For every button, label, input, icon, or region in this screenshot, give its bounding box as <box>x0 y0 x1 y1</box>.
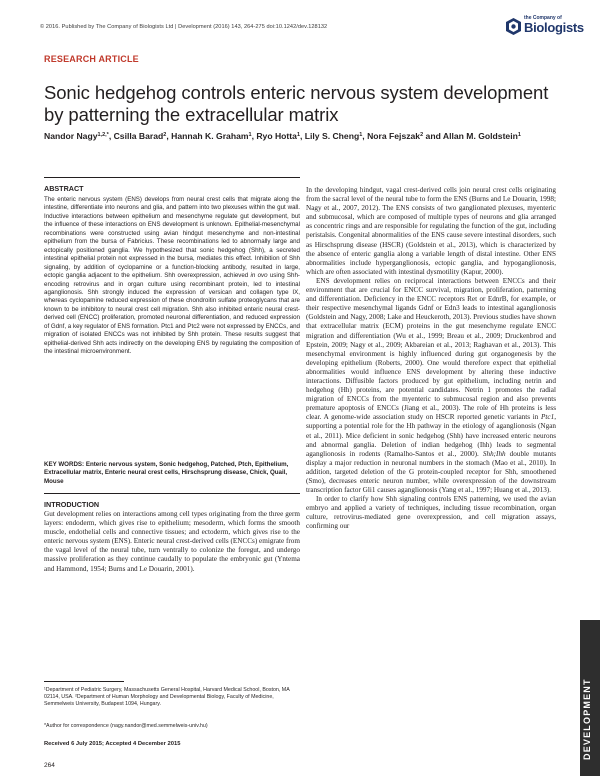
author-affil-sup: 1 <box>517 132 521 138</box>
author-affil-sup: 1 <box>248 132 252 138</box>
section-divider <box>44 493 300 494</box>
introduction-body: Gut development relies on interactions among cell types originating from the three germ layers: endoderm, which gives rise to epithelium; mesoderm, which forms the smooth muscle, endothelial cells and connective tissues; and ectoderm, which gives rise to the enteric nervous system (ENS). Enteric neural crest-derived cells (ENCCs) emigrate from the vagal level of the neural tube, turn ventrally to colonize the foregut, and undergo massive proliferation as they continue caudally to populate the embryonic gut (Yntema and Hammond, 1954; Burns and Le Douarin, 2001). <box>44 510 300 573</box>
affiliations-footnote: ¹Department of Pediatric Surgery, Massachusetts General Hospital, Harvard Medical School, Boston, MA 02114, USA. ²Department of Human Morphology and Developmental Biology, Faculty of Medicine, Semmelweis University, Budapest 1094, Hungary. <box>44 687 290 707</box>
article-type-label: RESEARCH ARTICLE <box>44 54 139 64</box>
author-affil-sup: 2 <box>420 132 424 138</box>
abstract-body <box>44 196 300 357</box>
journal-sidebar-label: DEVELOPMENT <box>582 678 592 760</box>
author-name: Ryo Hotta <box>256 131 297 141</box>
author-name: Nandor Nagy <box>44 131 98 141</box>
author-affil-sup: 1 <box>296 132 300 138</box>
paragraph: In order to clarify how Shh signaling controls ENS patterning, we used the avian embryo and applied a variety of techniques, including tissue recombination, organ culture, retrovirus-mediated gene overexpression, and cell migration assays, confirming our <box>306 495 556 531</box>
article-title: Sonic hedgehog controls enteric nervous system development by patterning the extracellular matrix <box>44 82 549 125</box>
author-name: Allan M. Goldstein <box>442 131 518 141</box>
author-name: Nora Fejszak <box>367 131 421 141</box>
paragraph: In the developing hindgut, vagal crest-derived cells join neural crest cells originating from the sacral level of the neural tube to form the ENS (Burns and Le Douarin, 1998; Nagy et al., 2007, 2012). The ENS consists of two ganglionated plexuses, myenteric and submucosal, which are composed of multiple types of neurons and glia arranged as concentric rings and are responsible for regulating the function of the gut, including peristalsis. Congenital abnormalities of the ENS cause severe intestinal disorders, such as Hirschsprung disease (HSCR) (Goldstein et al., 2013), which is characterized by the absence of enteric ganglia along a variable length of distal intestine. Other ENS abnormalities include hyperganglionosis, ectopic ganglia, and hypoganglionosis, which are often associated with intestinal dysmotility (Kapur, 2000). <box>306 186 556 276</box>
logo-small-text: the Company of <box>524 15 562 21</box>
journal-citation-line: © 2016. Published by The Company of Biologists Ltd | Development (2016) 143, 264-275 doi:10.1242/dev.128132 <box>40 24 328 30</box>
paragraph <box>306 277 556 495</box>
paragraph-text: double mutants display a major reduction in neuronal numbers in the stomach (Mao et al., 2010). In addition, targeted deletion of the G protein-coupled receptor for Shh, smoothened (Smo), decreases enteric neuron number, while overexpression of the downstream transcription factor Gli1 causes aganglionosis (Yang et al., 1997; Huang et al., 2013). <box>306 449 557 495</box>
author-name: Csilla Barad <box>113 131 164 141</box>
author-affil-sup: 1 <box>359 132 363 138</box>
correspondence-footnote: *Author for correspondence (nagy.nandor@med.semmelweis-univ.hu) <box>44 723 208 729</box>
section-divider <box>44 177 300 178</box>
author-affil-sup: 2 <box>163 132 167 138</box>
publisher-logo <box>506 15 582 39</box>
author-name: Hannah K. Graham <box>171 131 249 141</box>
keywords: KEY WORDS: Enteric nervous system, Sonic hedgehog, Patched, Ptch, Epithelium, Extracellular matrix, Enteric neural crest cells, Hirschsprung disease, Chick, Quail, Mouse <box>44 461 289 485</box>
author-list: Nandor Nagy$^{1,2,*}$, Csilla Barad$^2$, Hannah K. Graham$^1$, Ryo Hotta$^1$, Lily S. Cheng$^1$, Nora Fejszak$^2$ and Allan M. Goldstein$^1$ <box>44 131 521 141</box>
gene-italic: Ptc1 <box>541 413 555 422</box>
logo-mark-icon <box>506 18 521 35</box>
right-column-body <box>306 186 556 532</box>
gene-italic: Shh;Ihh <box>482 449 506 458</box>
page-number: 264 <box>44 762 55 769</box>
author-name: Lily S. Cheng <box>304 131 360 141</box>
received-dates: Received 6 July 2015; Accepted 4 December 2015 <box>44 741 181 747</box>
introduction-heading: INTRODUCTION <box>44 500 100 509</box>
abstract-text: using Shh-encoding retrovirus and in organ culture using recombinant protein, led to intestinal aganglionosis. Shh strongly induced the expression of versican and collagen type IX, whereas cyclopamine reduced expression of these chondroitin sulfate proteoglycans that are known to be inhibitory to neural crest cell migration. Shh also inhibited enteric neural crest-derived cell (ENCC) proliferation, promoted neuronal differentiation, and reduced expression of Gdnf, a key regulator of ENS formation. Ptc1 and Ptc2 were not expressed by ENCCs, and migration of isolated ENCCs was not inhibited by Shh protein. These results suggest that epithelial-derived Shh acts indirectly on the developing ENS by regulating the composition of the intestinal microenvironment. <box>44 272 300 356</box>
footnote-divider <box>44 681 124 682</box>
abstract-heading: ABSTRACT <box>44 184 84 193</box>
paragraph-text: ENS development relies on reciprocal interactions between ENCCs and their environment that are crucial for ENCC survival, migration, proliferation, patterning and differentiation. Deficiency in the ENCC receptors Ret or EdnrB, for example, or their respective mesenchymal ligands Gdnf or Edn3 leads to intestinal aganglionosis (Goldstein and Nagy, 2008; Lake and Heuckeroth, 2013). Previous studies have shown that extracellular matrix (ECM) proteins in the gut mesenchyme regulate ENCC migration and differentiation (Wu et al., 1999; Breau et al., 2009; Druckenbrod and Epstein, 2009; Nagy et al., 2009; Akbareian et al., 2013; Raghavan et al., 2013). This mesenchymal environment is highly influenced during gut organogenesis by the developing epithelium (Roberts, 2000). One would therefore expect that epithelial abnormalities would influence ENS development by altering these inductive interactions. Diffusible factors produced by gut epithelium, including netrin and hedgehog (Hh) proteins, are potential candidates. Netrin 1 promotes the radial migration of ENCCs from the myenteric to submucosal region and also prevents premature apoptosis of ENCCs (Jiang et al., 2003). The role of Hh proteins is less clear. A genome-wide association study on HSCR reported genetic variants in <box>306 276 556 422</box>
abstract-italic-text: in ovo <box>250 272 268 280</box>
paragraph-text: , supporting a potential role for the Hh pathway in the etiology of aganglionosis (Ngan et al., 2011). Mice deficient in sonic hedgehog (Shh) have increased enteric neurons and abnormal ganglia. Deletion of indian hedgehog (Ihh) leads to segmental aganglionosis in rodents (Ramalho-Santos et al., 2000). <box>306 413 556 458</box>
abstract-text: The enteric nervous system (ENS) develops from neural crest cells that migrate along the intestine, differentiate into neurons and glia, and pattern into two plexuses within the gut wall. Inductive interactions between epithelium and mesenchyme regulate gut development, but the influence of these interactions on ENS development is unknown. Epithelial-mesenchymal recombinations were constructed using avian hindgut mesenchyme and non-intestinal epithelium from the bursa of Fabricius. These recombinations led to abnormally large and ectopically positioned ganglia. We hypothesized that sonic hedgehog (Shh), a secreted intestinal epithelial protein not expressed in the bursa, mediates this effect. Inhibition of Shh signaling, by addition of cyclopamine or a function-blocking antibody, resulted in large, ectopic ganglia adjacent to the epithelium. Shh overexpression, achieved <box>44 196 300 280</box>
author-affil-sup: 1,2,* <box>97 132 109 138</box>
logo-wordmark: Biologists <box>524 20 584 35</box>
